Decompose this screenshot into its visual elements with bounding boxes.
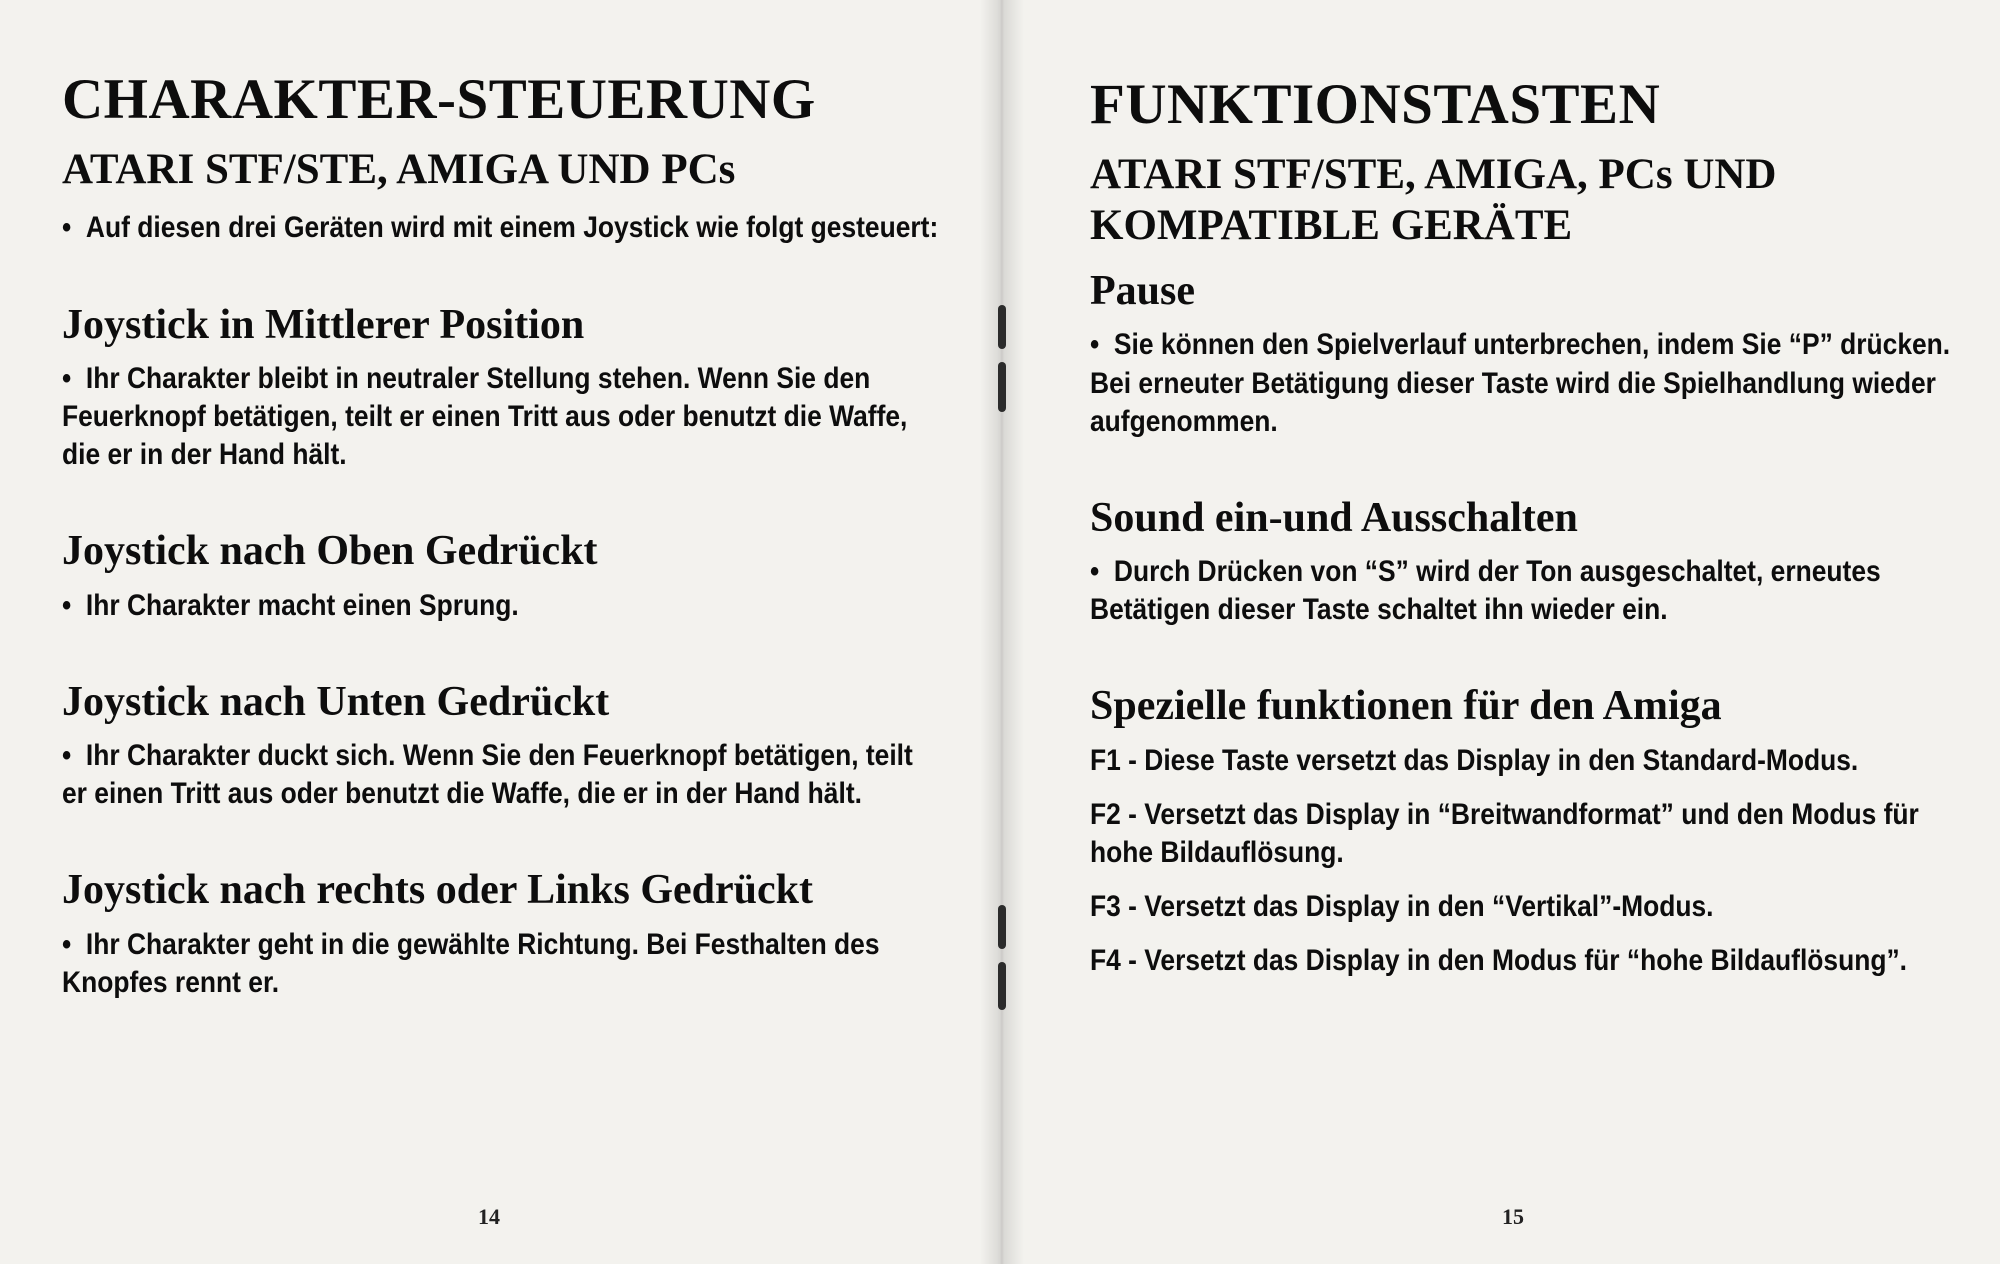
right-page-content	[1090, 75, 1970, 980]
section-text-neutral: • Ihr Charakter bleibt in neutraler Stellung stehen. Wenn Sie den Feuerknopf betätigen, teilt er einen Tritt aus oder benutzt die Waffe, die er in der Hand hält.	[62, 360, 942, 474]
section-text-sound: • Durch Drücken von “S” wird der Ton ausgeschaltet, erneutes Betätigen dieser Taste schaltet ihn wieder ein.	[1090, 553, 1970, 629]
section-text-left-right: • Ihr Charakter geht in die gewählte Richtung. Bei Festhalten des Knopfes rennt er.	[62, 926, 942, 1002]
amiga-item-f1: F1 - Diese Taste versetzt das Display in den Standard-Modus.	[1090, 743, 1859, 777]
section-text-pause: • Sie können den Spielverlauf unterbrechen, indem Sie “P” drücken. Bei erneuter Betätigung dieser Taste wird die Spielhandlung wieder aufgenommen.	[1090, 326, 1970, 440]
amiga-item-f4: F4 - Versetzt das Display in den Modus für “hohe Bildauflösung”.	[1090, 944, 1908, 978]
left-page	[0, 0, 998, 1264]
section-text-up: • Ihr Charakter macht einen Sprung.	[62, 587, 942, 625]
amiga-item-f3: F3 - Versetzt das Display in den “Vertikal”-Modus.	[1090, 889, 1714, 923]
page-subtitle: ATARI STF/STE, AMIGA UND PCs	[62, 145, 736, 193]
page-number-left: 14	[478, 1204, 500, 1229]
page-title: FUNKTIONSTASTEN	[1090, 73, 1661, 136]
staple	[998, 905, 1006, 949]
staple	[998, 362, 1006, 412]
staple	[998, 305, 1006, 349]
staple	[998, 962, 1006, 1010]
amiga-item-f2: F2 - Versetzt das Display in “Breitwandformat” und den Modus für hohe Bildauflösung.	[1090, 797, 1919, 869]
section-heading-up: Joystick nach Oben Gedrückt	[62, 528, 598, 575]
section-heading-sound: Sound ein-und Ausschalten	[1090, 494, 1578, 541]
section-text-down: • Ihr Charakter duckt sich. Wenn Sie den Feuerknopf betätigen, teilt er einen Tritt aus oder benutzt die Waffe, die er in der Hand hält.	[62, 737, 942, 813]
right-page	[1002, 0, 2000, 1264]
left-page-content	[62, 70, 942, 1002]
page-number-right: 15	[1502, 1204, 1524, 1229]
section-heading-neutral: Joystick in Mittlerer Position	[62, 301, 585, 348]
page-title: CHARAKTER-STEUERUNG	[62, 68, 816, 131]
section-heading-down: Joystick nach Unten Gedrückt	[62, 678, 610, 725]
section-heading-amiga: Spezielle funktionen für den Amiga	[1090, 683, 1722, 730]
section-heading-left-right: Joystick nach rechts oder Links Gedrückt	[62, 867, 813, 914]
page-subtitle: ATARI STF/STE, AMIGA, PCs UND KOMPATIBLE GERÄTE	[1090, 150, 1777, 250]
intro-paragraph: • Auf diesen drei Geräten wird mit einem Joystick wie folgt gesteuert:	[62, 209, 942, 247]
section-heading-pause: Pause	[1090, 268, 1195, 315]
